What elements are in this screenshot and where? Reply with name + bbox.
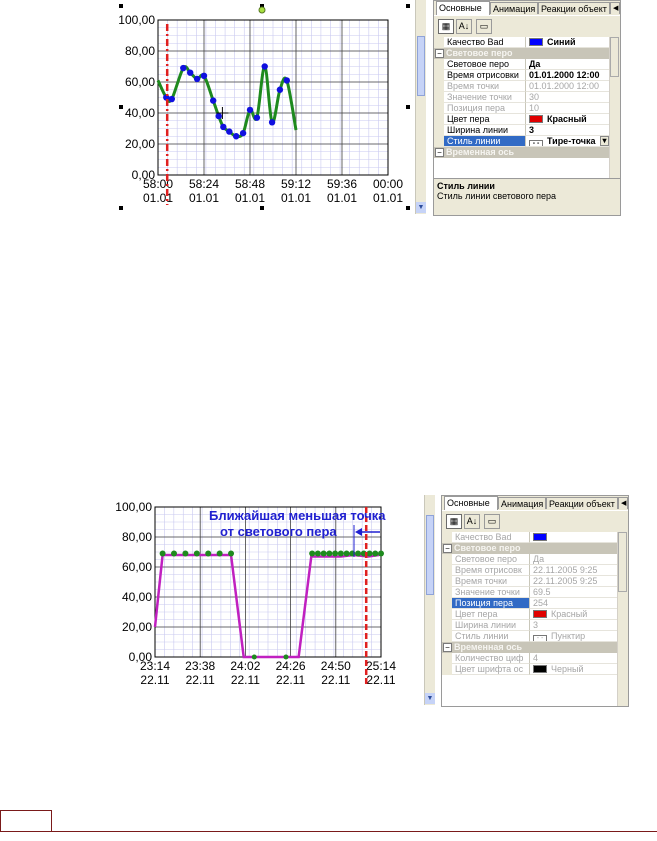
selection-handle [406,4,410,8]
series-line [158,66,296,136]
x-tick-date: 01.01 [326,191,358,205]
color-swatch-icon [533,665,547,673]
data-point [201,73,207,79]
data-point [216,113,222,119]
data-point [338,551,344,557]
property-value-text: 30 [529,92,540,102]
property-grid [434,37,610,178]
x-tick-time: 24:26 [275,659,306,673]
trend-chart-top-svg [115,0,415,214]
data-point [160,551,166,557]
trend-chart-bottom[interactable] [108,495,420,705]
property-name: Время точки [452,576,530,587]
row-gutter [434,103,444,114]
data-point [210,97,216,103]
property-row[interactable] [434,81,610,92]
property-row[interactable] [442,598,618,609]
property-name: Значение точки [444,92,526,103]
description-title: Стиль линии [437,181,495,191]
panel-tabs [434,1,620,15]
x-tick-date: 22.11 [276,673,306,687]
row-gutter [434,114,444,125]
property-value-text: Пунктир [551,631,586,641]
line-style-icon: - - [529,140,543,147]
x-tick-date: 22.11 [140,673,170,687]
y-tick-label: 80,00 [124,44,155,58]
x-tick-date: 01.01 [372,191,404,205]
data-point [355,551,361,557]
description-area [434,178,620,215]
data-point [284,77,290,83]
category-label: Световое перо [454,543,521,553]
color-swatch-icon [529,115,543,123]
property-name: Стиль линии [444,136,526,147]
property-name: Световое перо [452,554,530,565]
property-value-text: 10 [529,103,540,113]
property-name: Количество циф [452,653,530,664]
property-value-text: Да [533,554,545,564]
selection-handle [406,105,410,109]
property-category[interactable] [442,543,618,554]
data-point [182,551,188,557]
row-gutter [434,92,444,103]
property-row[interactable] [434,70,610,81]
property-name: Качество Bad [444,37,526,48]
selection-handle [260,206,264,210]
data-point [226,128,232,134]
x-tick-time: 58:48 [234,177,266,191]
data-point [220,124,226,130]
data-point [252,655,257,660]
property-name: Значение точки [452,587,530,598]
property-value[interactable] [526,92,610,103]
row-gutter [442,532,452,543]
property-grid-scrollbar[interactable] [617,532,628,706]
property-value[interactable] [530,664,618,675]
property-value[interactable] [530,565,618,576]
property-value[interactable] [526,125,610,136]
row-gutter [442,664,452,675]
property-row[interactable] [434,114,610,125]
y-tick-label: 0,00 [131,168,155,182]
data-point [321,551,327,557]
property-row[interactable] [442,653,618,664]
property-row[interactable] [434,125,610,136]
property-value-text: 01.01.2000 12:00 [529,70,600,80]
x-tick-time: 59:12 [280,177,312,191]
row-gutter [442,598,452,609]
property-grid-scrollbar[interactable] [609,37,620,178]
tab-reaktsii[interactable]: Реакции объект [546,497,618,509]
property-name: Качество Bad [452,532,530,543]
row-gutter [442,565,452,576]
property-name: Время отрисовк [452,565,530,576]
row-gutter [434,81,444,92]
y-tick-label: 60,00 [121,560,152,574]
property-value-text: 3 [529,125,535,135]
tab-reaktsii[interactable]: Реакции объект [538,2,610,14]
color-swatch-icon [533,610,547,618]
property-row[interactable] [442,565,618,576]
tab-osnovnye[interactable]: Основные [436,1,490,15]
x-tick-date: 22.11 [321,673,351,687]
property-row[interactable] [434,59,610,70]
x-tick-time: 58:24 [188,177,220,191]
property-row[interactable] [442,532,618,543]
selection-handle [406,206,410,210]
selection-handle [119,206,123,210]
footer-rule [52,831,657,832]
property-value-text: Синий [547,37,576,47]
property-row[interactable] [442,587,618,598]
x-tick-date: 01.01 [234,191,266,205]
property-value-text: 69.5 [533,587,551,597]
property-value[interactable] [530,631,618,642]
page-number-box [0,810,52,832]
property-value[interactable] [530,620,618,631]
y-tick-label: 100,00 [115,500,152,514]
x-tick-date: 01.01 [188,191,220,205]
x-tick-time: 23:14 [139,659,171,673]
data-point [378,551,384,557]
property-value[interactable] [530,653,618,664]
data-point [171,551,177,557]
property-row[interactable] [442,620,618,631]
property-value-text: 22.11.2005 9:25 [533,565,598,575]
data-point [372,551,378,557]
property-value-text: 01.01.2000 12:00 [529,81,600,91]
data-point [247,107,253,113]
property-name: Световое перо [444,59,526,70]
data-point [254,114,260,120]
x-tick-time: 24:50 [320,659,351,673]
property-row[interactable] [434,136,610,147]
y-tick-label: 20,00 [121,620,152,634]
x-tick-time: 24:02 [230,659,261,673]
data-point [194,551,200,557]
trend-chart-bottom-svg [108,495,420,705]
property-row[interactable] [434,37,610,48]
color-swatch-icon [529,38,543,46]
data-point [205,551,211,557]
y-tick-label: 80,00 [121,530,152,544]
property-name: Ширина линии [452,620,530,631]
tab-osnovnye[interactable]: Основные [444,496,498,510]
x-tick-time: 58:00 [142,177,174,191]
data-point [240,130,246,136]
property-value-text: 22.11.2005 9:25 [533,576,598,586]
sort-alphabetical-icon[interactable]: A↓ [464,514,480,529]
property-value[interactable] [530,598,618,609]
y-tick-label: 100,00 [118,13,155,27]
category-label: Световое перо [446,48,513,58]
property-name: Цвет шрифта ос [452,664,530,675]
property-row[interactable] [434,92,610,103]
scroll-thumb[interactable] [417,36,425,96]
property-category[interactable] [434,147,610,158]
property-value-text: 3 [533,620,539,630]
tab-scroll-left-icon[interactable]: ◀ [610,2,620,14]
property-value-text: 4 [533,653,539,663]
row-gutter [434,136,444,147]
property-value[interactable] [530,576,618,587]
data-point [309,551,315,557]
row-gutter [442,576,452,587]
annotation-text-line1: Ближайшая меньшая точка [209,508,386,523]
y-tick-label: 40,00 [121,590,152,604]
property-value[interactable] [526,103,610,114]
property-value[interactable] [530,554,618,565]
property-panel-bottom [441,495,629,707]
annotation-text-line2: от светового пера [220,524,337,539]
data-point [269,119,275,125]
property-pages-icon[interactable]: ▭ [476,19,492,34]
y-tick-label: 20,00 [124,137,155,151]
x-tick-date: 22.11 [230,673,260,687]
data-point [187,70,193,76]
category-label: Временная ось [446,147,515,157]
x-tick-date: 22.11 [366,673,396,687]
collapse-icon[interactable]: − [443,544,452,553]
x-tick-date: 22.11 [185,673,215,687]
scroll-thumb[interactable] [426,515,434,595]
property-value-text: Черный [551,664,584,674]
row-gutter [442,653,452,664]
collapse-icon[interactable]: − [435,148,444,157]
tab-scroll-left-icon[interactable]: ◀ [618,497,628,509]
property-value[interactable] [530,532,618,543]
trend-chart-top-scrollbar[interactable] [415,0,426,214]
x-tick-time: 59:36 [326,177,358,191]
line-style-icon: - - [533,635,547,642]
property-row[interactable] [442,576,618,587]
data-point [262,63,268,69]
rotation-handle-icon [259,7,265,13]
description-text: Стиль линии светового пера [437,191,556,201]
x-tick-time: 23:38 [185,659,216,673]
selection-handle [119,105,123,109]
y-tick-label: 0,00 [128,650,152,664]
property-panel-top [433,0,621,216]
categorized-view-icon[interactable]: ▦ [446,514,462,529]
property-value[interactable] [530,587,618,598]
scroll-down-icon[interactable]: ▼ [426,695,434,702]
scroll-thumb[interactable] [618,532,627,592]
data-point [233,133,239,139]
dropdown-arrow-icon[interactable]: ▾ [600,136,609,146]
x-tick-time: 00:00 [372,177,404,191]
property-category[interactable] [434,48,610,59]
x-tick-time: 25:14 [365,659,397,673]
tab-animatsiya[interactable]: Анимация [498,497,546,509]
scroll-down-icon[interactable]: ▼ [417,204,425,211]
property-value-text: Красный [551,609,588,619]
data-point [283,655,288,660]
category-label: Временная ось [454,642,523,652]
property-row[interactable] [442,609,618,620]
property-value[interactable] [526,81,610,92]
data-point [315,551,321,557]
row-gutter [442,609,452,620]
property-value-text: Красный [547,114,587,124]
data-point [194,76,200,82]
panel-toolbar [434,15,620,38]
row-gutter [434,37,444,48]
panel-tabs [442,496,628,510]
data-point [180,65,186,71]
data-point [344,551,350,557]
property-value[interactable] [526,37,610,48]
data-point [217,551,223,557]
selection-handle [119,4,123,8]
row-gutter [442,554,452,565]
tab-animatsiya[interactable]: Анимация [490,2,538,14]
property-value[interactable] [526,70,610,81]
property-row[interactable] [442,554,618,565]
property-value-text: Тире-точка [547,136,596,146]
sort-alphabetical-icon[interactable]: A↓ [456,19,472,34]
data-point [228,551,234,557]
row-gutter [442,587,452,598]
property-row[interactable] [434,103,610,114]
property-name: Ширина линии [444,125,526,136]
property-grid [442,532,618,706]
data-point [277,87,283,93]
x-tick-date: 01.01 [280,191,312,205]
property-row[interactable] [442,631,618,642]
categorized-view-icon[interactable]: ▦ [438,19,454,34]
collapse-icon[interactable]: − [443,643,452,652]
collapse-icon[interactable]: − [435,49,444,58]
property-name: Время точки [444,81,526,92]
property-value-text: Да [529,59,541,69]
property-value[interactable] [526,136,610,147]
row-gutter [434,59,444,70]
color-swatch-icon [533,533,547,541]
data-point [332,551,338,557]
property-row[interactable] [442,664,618,675]
data-point [169,96,175,102]
row-gutter [442,620,452,631]
trend-chart-top[interactable] [115,0,415,214]
row-gutter [434,125,444,136]
property-name: Позиция пера [444,103,526,114]
row-gutter [442,631,452,642]
property-name: Цвет пера [444,114,526,125]
property-category[interactable] [442,642,618,653]
y-tick-label: 40,00 [124,106,155,120]
property-pages-icon[interactable]: ▭ [484,514,500,529]
panel-toolbar [442,510,628,533]
property-name: Позиция пера [452,598,530,609]
trend-chart-bottom-scrollbar[interactable] [424,495,435,705]
property-value[interactable] [526,59,610,70]
property-value[interactable] [526,114,610,125]
property-name: Время отрисовки [444,70,526,81]
property-value[interactable] [530,609,618,620]
property-name: Цвет пера [452,609,530,620]
property-value-text: 254 [533,598,549,608]
data-point [326,551,332,557]
x-tick-date: 01.01 [142,191,174,205]
scroll-thumb[interactable] [610,37,619,77]
y-tick-label: 60,00 [124,75,155,89]
property-name: Стиль линии [452,631,530,642]
row-gutter [434,70,444,81]
